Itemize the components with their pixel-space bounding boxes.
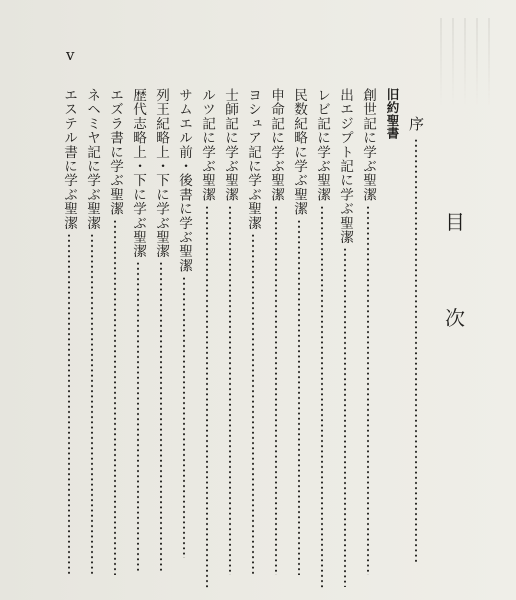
leader-dots	[367, 205, 369, 575]
toc-entry	[268, 88, 284, 575]
leader-dots	[321, 205, 323, 590]
toc-entry-label: 創世記に学ぶ聖潔	[360, 88, 376, 202]
toc-section-heading	[384, 88, 400, 140]
toc-entry	[61, 88, 77, 574]
toc-entry	[337, 88, 353, 587]
toc-entry-label: 申命記に学ぶ聖潔	[268, 88, 284, 202]
toc-entry	[314, 88, 330, 590]
toc-entry-label: ヨシュア記に学ぶ聖潔	[245, 88, 261, 230]
toc-title-char-1: 目	[445, 210, 465, 234]
toc-entry	[199, 88, 215, 590]
leader-dots	[114, 219, 116, 575]
toc-entry-label: 民数紀略に学ぶ聖潔	[291, 88, 307, 216]
toc-entry	[222, 88, 238, 575]
toc-entry-label: 出エジプト記に学ぶ聖潔	[337, 88, 353, 245]
page-number: v	[66, 46, 75, 64]
toc-entry-label: エステル書に学ぶ聖潔	[61, 88, 77, 230]
leader-dots	[252, 233, 254, 574]
toc-entry	[84, 88, 100, 574]
toc-entry-label: ルツ記に学ぶ聖潔	[199, 88, 215, 202]
toc-entry	[291, 88, 307, 575]
toc-entry	[360, 88, 376, 575]
toc-section-heading-label: 旧約聖書	[385, 88, 400, 140]
toc-entry-label: サムエル前・後書に学ぶ聖潔	[176, 88, 192, 273]
leader-dots	[68, 233, 70, 574]
toc-entry-label: 列王紀略上・下に学ぶ聖潔	[153, 88, 169, 259]
leader-dots	[415, 138, 417, 562]
toc-entry	[107, 88, 123, 575]
leader-dots	[229, 205, 231, 575]
toc-entry	[245, 88, 261, 574]
toc-preface-label: 序	[407, 116, 425, 135]
leader-dots	[91, 233, 93, 574]
leader-dots	[183, 276, 185, 558]
toc-entry-label: 歴代志略上・下に学ぶ聖潔	[130, 88, 146, 259]
toc-entry-label: ネヘミヤ記に学ぶ聖潔	[84, 88, 100, 230]
toc-entry-label: レビ記に学ぶ聖潔	[314, 88, 330, 202]
toc-entry	[130, 88, 146, 572]
leader-dots	[137, 261, 139, 572]
toc-entry-label: エズラ書に学ぶ聖潔	[107, 88, 123, 216]
toc-entry	[153, 88, 169, 572]
leader-dots	[206, 205, 208, 590]
leader-dots	[275, 205, 277, 575]
leader-dots	[298, 219, 300, 575]
toc-entry	[176, 88, 192, 558]
leader-dots	[344, 247, 346, 587]
toc-entry-label: 士師記に学ぶ聖潔	[222, 88, 238, 202]
toc-title-char-2: 次	[445, 306, 465, 330]
toc-preface-entry	[408, 116, 424, 562]
reverse-side-bleed-through	[440, 18, 500, 108]
toc-title	[444, 212, 466, 328]
leader-dots	[160, 261, 162, 572]
